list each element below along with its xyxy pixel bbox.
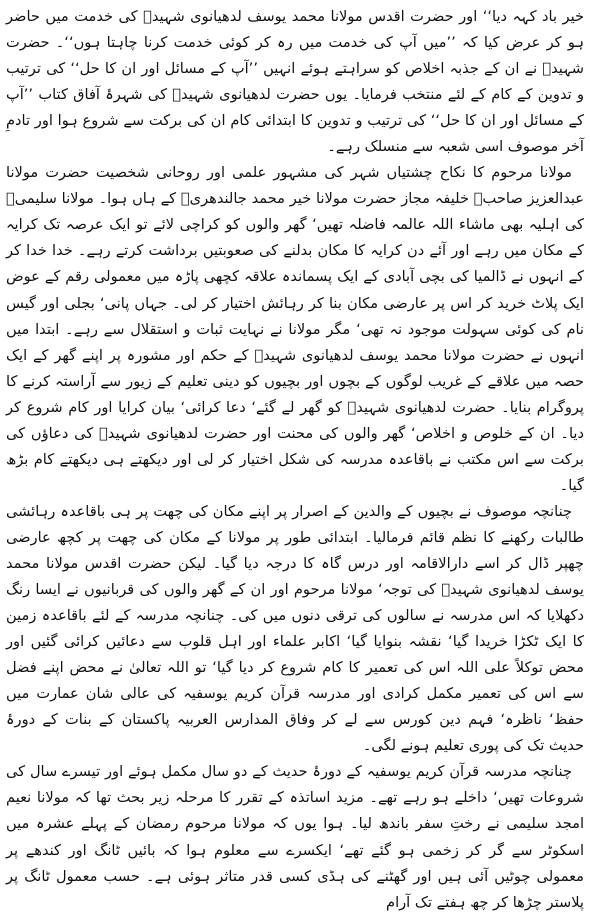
paragraph-2: مولانا مرحوم کا نکاح چشتیاں شہر کی مشہور علمی اور روحانی شخصیت حضرت مولانا عبدالعزیز صاحبؒ خلیفہ مجاز حضرت مولانا خیر محمد جالندھریؒ کے ہاں ہوا۔ مولانا سلیمیؒ کی اہلیہ بھی ماشاء اللہ عالمہ فاضلہ تھیں‘ گھر والوں کو کراچی لائے تو ایک عرصہ تک کرایہ کے مکان میں رہے اور آئے دن کرایہ کا مکان بدلنے کی صعوبتیں برداشت کرتے رہے۔ خدا خدا کر کے انہوں نے ڈالمیا کی بچی آبادی کے ایک پسماندہ علاقہ کچھی پاڑہ میں معمولی رقم کے عوض ایک پلاٹ خرید کر اس پر عارضی مکان بنا کر رہائش اختیار کر لی۔ جہاں پانی‘ بجلی اور گیس نام کی کوئی سہولت موجود نہ تھی‘ مگر مولانا نے نہایت ثبات و استقلال سے رہے۔ ابتدا میں انہوں نے حضرت مولانا محمد یوسف لدھیانوی شہیدؒ کے حکم اور مشورہ پر اپنے گھر کے ایک حصہ میں علاقے کے غریب لوگوں کے بچوں اور بچیوں کو دینی تعلیم کے زیور سے آراستہ کرنے کا پروگرام بنایا۔ حضرت لدھیانوی شہیدؒ کو گھر لے گئے‘ دعا کرائی‘ بیان کرایا اور کام شروع کر دیا۔ ان کے خلوص و اخلاص‘ گھر والوں کی محنت اور حضرت لدھیانوی شہیدؒ کی دعاؤں کی برکت سے اس مکتب نے باقاعدہ مدرسہ کی شکل اختیار کر لی اور دیکھتے ہی دیکھتے کام بڑھ گیا۔ [6,164,584,494]
paragraph-1: خیر باد کہہ دیا‘‘ اور حضرت اقدس مولانا محمد یوسف لدھیانوی شہیدؒ کی خدمت میں حاضر ہو کر عرض کیا کہ ’’میں آپ کی خدمت میں رہ کر کوئی خدمت کرنا چاہتا ہوں‘‘۔ حضرت شہیدؒ نے ان کے جذبہ اخلاص کو سراہتے ہوئے انہیں ’’آپ کے مسائل اور ان کا حل‘‘ کی ترتیب و تدوین کے کام کے لئے منتخب فرمایا۔ یوں حضرت لدھیانوی شہیدؒ کی شہرۂ آفاق کتاب ’’آپ کے مسائل اور ان کا حل‘‘ کی ترتیب و تدوین کا ابتدائی کام ان کی برکت سے شروع ہوا اور تادمِ آخر موصوف اسی شعبہ سے منسلک رہے۔ [6,8,584,156]
paragraph-3: چنانچہ موصوف نے بچیوں کے والدین کے اصرار پر اپنے مکان کی چھت پر ہی باقاعدہ رہائشی طالبات رکھنے کا نظم قائم فرمالیا۔ ابتدائی طور پر مولانا کے مکان کی چھت پر کچھ عارضی چھپر ڈال کر اسے دارالاقامہ اور درس گاہ کا درجہ دیا گیا۔ لیکن حضرت اقدس مولانا محمد یوسف لدھیانوی شہیدؒ کی توجہ‘ مولانا مرحوم اور ان کے گھر والوں کی قربانیوں نے ایسا رنگ دکھلایا کہ اس مدرسہ نے سالوں کی ترقی دنوں میں کی۔ چنانچہ مدرسہ کے لئے باقاعدہ زمین کا ایک ٹکڑا خریدا گیا‘ نقشہ بنوایا گیا‘ اکابر علماء اور اہل قلوب سے دعائیں کرائی گئیں اور محض توکلاً علی اللہ اس کی تعمیر کا کام شروع کر دیا گیا‘ تو اللہ تعالیٰ نے محض اپنے فضل سے اس کی تعمیر مکمل کرادی اور مدرسہ قرآن کریم یوسفیہ کی عالی شان عمارت میں حفظ‘ ناظرہ‘ فہم دین کورس سے لے کر وفاق المدارس العربیہ پاکستان کے بنات کے دورۂ حدیث تک کی پوری تعلیم ہونے لگی۔ [6,502,584,755]
paragraph-4: چنانچہ مدرسہ قرآن کریم یوسفیہ کے دورۂ حدیث کے دو سال مکمل ہوئے اور تیسرے سال کی شروعات تھیں‘ داخلے ہو رہے تھے۔ مزید اساتذہ کے تقرر کا مرحلہ زیر بحث تھا کہ مولانا نعیم امجد سلیمی نے رختِ سفر باندھ لیا۔ ہوا یوں کہ مولانا مرحوم رمضان کے پہلے عشرہ میں اسکوٹر سے گر کر زخمی ہو گئے تھے‘ ایکسرے سے معلوم ہوا کہ بائیں ٹانگ اور کندھے پر معمولی چوٹیں آئی ہیں اور گھٹنے کی ہڈی کسی قدر متاثر ہوئی ہے۔ حسب معمول ٹانگ پر پلاستر چڑھا کر چھ ہفتے تک آرام [6,763,584,911]
